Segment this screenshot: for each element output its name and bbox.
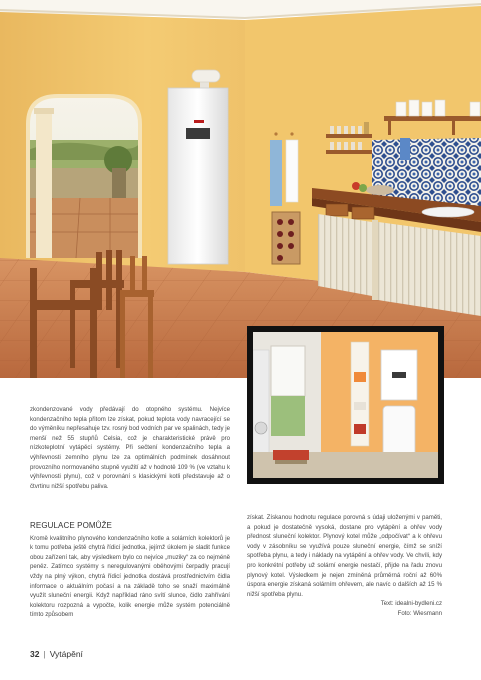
footer-separator: | [43,649,46,659]
left-column-paragraph: Kromě kvalitního plynového kondenzačního kotle a solárních kolektorů je k tomu potřeba ještě chytrá řídicí jednotka, jejímž úkolem je sladit funkce obou zařízení tak, aby výsledkem bylo co nejvíce „muziky“ za co nejméně peněz. Zatímco systémy s neregulovanými oběhovými čerpadly pracují vždy na plný výkon, chytrá řídicí jednotka dostává prostřednictvím čidla informace o aktuálním počasí a na základě toho se snaží maximálně využít sluneční energii. Když například ráno svítí slunce, čidlo zahřívání kolektoru rozpozná a vypočte, kolik energie může systém potenciálně tímto způsobem [30,534,230,619]
boiler-room-photo [247,326,444,484]
right-column [247,513,442,619]
section-heading: REGULACE POMŮŽE [30,521,112,530]
page-footer [30,649,83,659]
intro-paragraph: zkondenzované vody předávají do otopného systému. Nejvíce kondenzačního tepla přitom lze získat, pokud teplota vody navracející se do výměníku nepřesahuje tzv. rosný bod vodních par ve spalinách, tedy je menší než 55 stupňů Celsia, což je charakteristické právě pro nízkoteplotní vytápěcí systémy. Při sečtení kondenzačního tepla a výhřevnosti zemního plynu lze za optimálních podmínek dosáhnout provozního normovaného stupně využití až v hodnotě 109 % (ve vztahu k výhřevnosti plynu), což v porovnání s klasickými kotli představuje až o čtvrtinu nižší spotřebu paliva. [30,406,230,490]
left-column [30,521,230,620]
right-column-paragraph: získat. Získanou hodnotu regulace porovná s údaji uloženými v paměti, a pokud je dostatečně vysoká, dostane pro vytápění a ohřev vody přednost sluneční kolektor. Plynový kotel může „odpočívat“ a k ohřevu vody v zásobníku se využívá pouze sluneční energie, čímž se sníží spotřeba plynu, a tedy i náklady na vytápění a ohřev vody. Ve chvíli, kdy pro konkrétní potřeby už solární energie nestačí, přijde na řadu znovu plynový kotel. Výsledkem je nejen zmíněná průměrná roční až 60% úspora energie získaná solárním ohřevem, ale navíc o dalších až 15 % nižší spotřeba plynu. [247,514,442,598]
footer-section-name: Vytápění [49,649,83,659]
photo-credit: Foto: Wiesmann [397,609,442,617]
intro-paragraph-column [30,405,230,491]
page-number: 32 [30,649,40,659]
boiler-room-photo-graphic [253,332,438,478]
text-credit: Text: idealni-bydleni.cz [380,600,442,608]
